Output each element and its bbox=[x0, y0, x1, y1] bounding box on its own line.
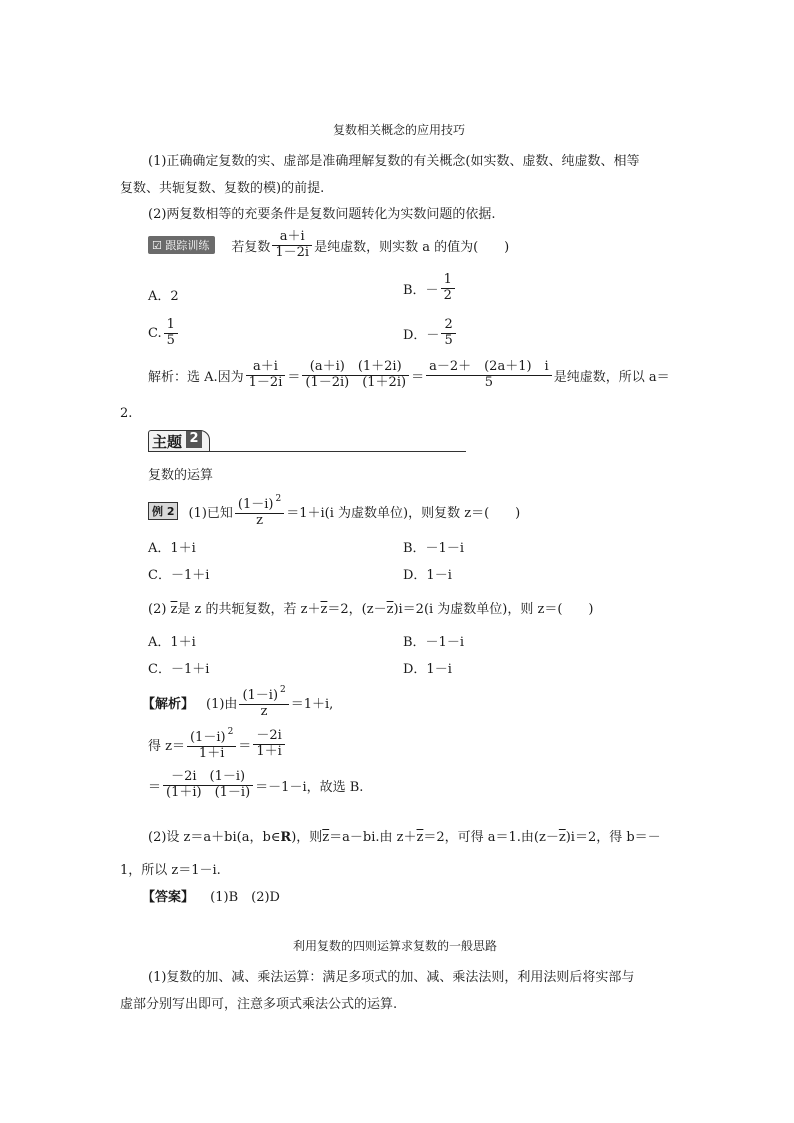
training-fraction: $\frac{a+i}{1-2i}$ bbox=[272, 230, 312, 261]
q2-option-c: C．－1＋i bbox=[148, 662, 210, 677]
section-title-concepts: 复数相关概念的应用技巧 bbox=[333, 123, 466, 137]
topic-underline bbox=[208, 451, 466, 452]
solution-line-3: ＝ $\frac{-2i (1-i)}{(1+i) (1-i)}$ ＝－1－i，故选 B. bbox=[148, 769, 364, 800]
paragraph-1-line-1: (1)正确确定复数的实、虚部是准确理解复数的有关概念(如实数、虚数、纯虚数、相等 bbox=[148, 154, 640, 169]
training-q-after: 是纯虚数，则实数 a 的值为( ) bbox=[314, 239, 510, 255]
answer-value: (1)B (2)D bbox=[210, 890, 280, 905]
training-solution-end: 2. bbox=[120, 406, 133, 421]
training-question bbox=[148, 230, 509, 261]
answer-line bbox=[142, 886, 280, 905]
answer-label: 【答案】 bbox=[142, 890, 195, 905]
q1-option-c: C．－1＋i bbox=[148, 568, 210, 583]
paragraph-1-line-2: 复数、共轭复数、复数的模)的前提. bbox=[120, 181, 325, 196]
checkmark-icon: ☑ bbox=[152, 239, 162, 253]
q1-option-d: D．1－i bbox=[403, 568, 452, 583]
section-title-operations: 利用复数的四则运算求复数的一般思路 bbox=[293, 939, 498, 953]
training-q-before: 若复数 bbox=[231, 239, 271, 255]
topic-2-subtitle: 复数的运算 bbox=[148, 468, 214, 483]
q2-option-a: A．1＋i bbox=[148, 635, 196, 650]
option-a: A．2 bbox=[148, 289, 179, 304]
section3-line-1: (1)复数的加、减、乘法运算：满足多项式的加、减、乘法法则，利用法则后将实部与 bbox=[148, 970, 635, 985]
training-solution: 解析：选 A.因为 $\frac{a+i}{1-2i}$ ＝ $\frac{(a+i) (1+2i)}{(1-2i) (1+2i)}$ ＝ $\frac{a-2+ (2a+1) i}{5}$ 是纯虚数，所以 a＝ bbox=[148, 359, 670, 390]
section3-line-2: 虚部分别写出即可，注意多项式乘法公式的运算. bbox=[120, 997, 398, 1012]
q1-option-b: B．－1－i bbox=[403, 541, 464, 556]
q1-option-a: A．1＋i bbox=[148, 541, 196, 556]
example-2-question-1: 例 2 (1)已知 $\frac{(1-i) ^2}{z}$ ＝1＋i(i 为虚数单位)，则复数 z＝( ) bbox=[148, 494, 520, 529]
option-c: C. $\frac{1}{5}$ bbox=[148, 318, 180, 349]
paragraph-2: (2)两复数相等的充要条件是复数问题转化为实数问题的依据. bbox=[148, 207, 496, 222]
topic-number: 2 bbox=[186, 431, 202, 448]
solution-line-4: (2)设 z＝a＋bi(a，b∈R)，则$\overline{z}=a-bi$.由 $z+\overline{z}=2$，可得 a＝1.由$(z-\overline{z})i=2$，得 b＝－ bbox=[148, 830, 661, 845]
q2-option-b: B．－1－i bbox=[403, 635, 464, 650]
solution-line-5: 1，所以 z＝1－i. bbox=[120, 863, 221, 878]
training-badge: ☑ 跟踪训练 bbox=[148, 236, 215, 254]
example-badge: 例 2 bbox=[148, 502, 178, 520]
solution-label: 【解析】 bbox=[142, 696, 195, 712]
solution-line-1: 【解析】 (1)由 $\frac{(1-i) ^2}{z}$ ＝1＋i, bbox=[142, 685, 334, 719]
example-2-question-2: (2) $\overline{z}$是 z 的共轭复数，若 $z+\overline{z}=2$，$(z-\overline{z})i=2(i$ 为虚数单位)，则 z＝( ) bbox=[148, 602, 594, 617]
topic-label: 主题 bbox=[152, 433, 183, 451]
solution-line-2: 得 z＝ $\frac{(1-i) ^2}{1+i}$ ＝ $\frac{-2i}{1+i}$ bbox=[148, 727, 287, 762]
q2-option-d: D．1－i bbox=[403, 662, 452, 677]
topic-2-header bbox=[148, 430, 466, 452]
option-d: D．－ $\frac{2}{5}$ bbox=[403, 318, 458, 349]
option-b: B．－ $\frac{1}{2}$ bbox=[403, 273, 457, 304]
